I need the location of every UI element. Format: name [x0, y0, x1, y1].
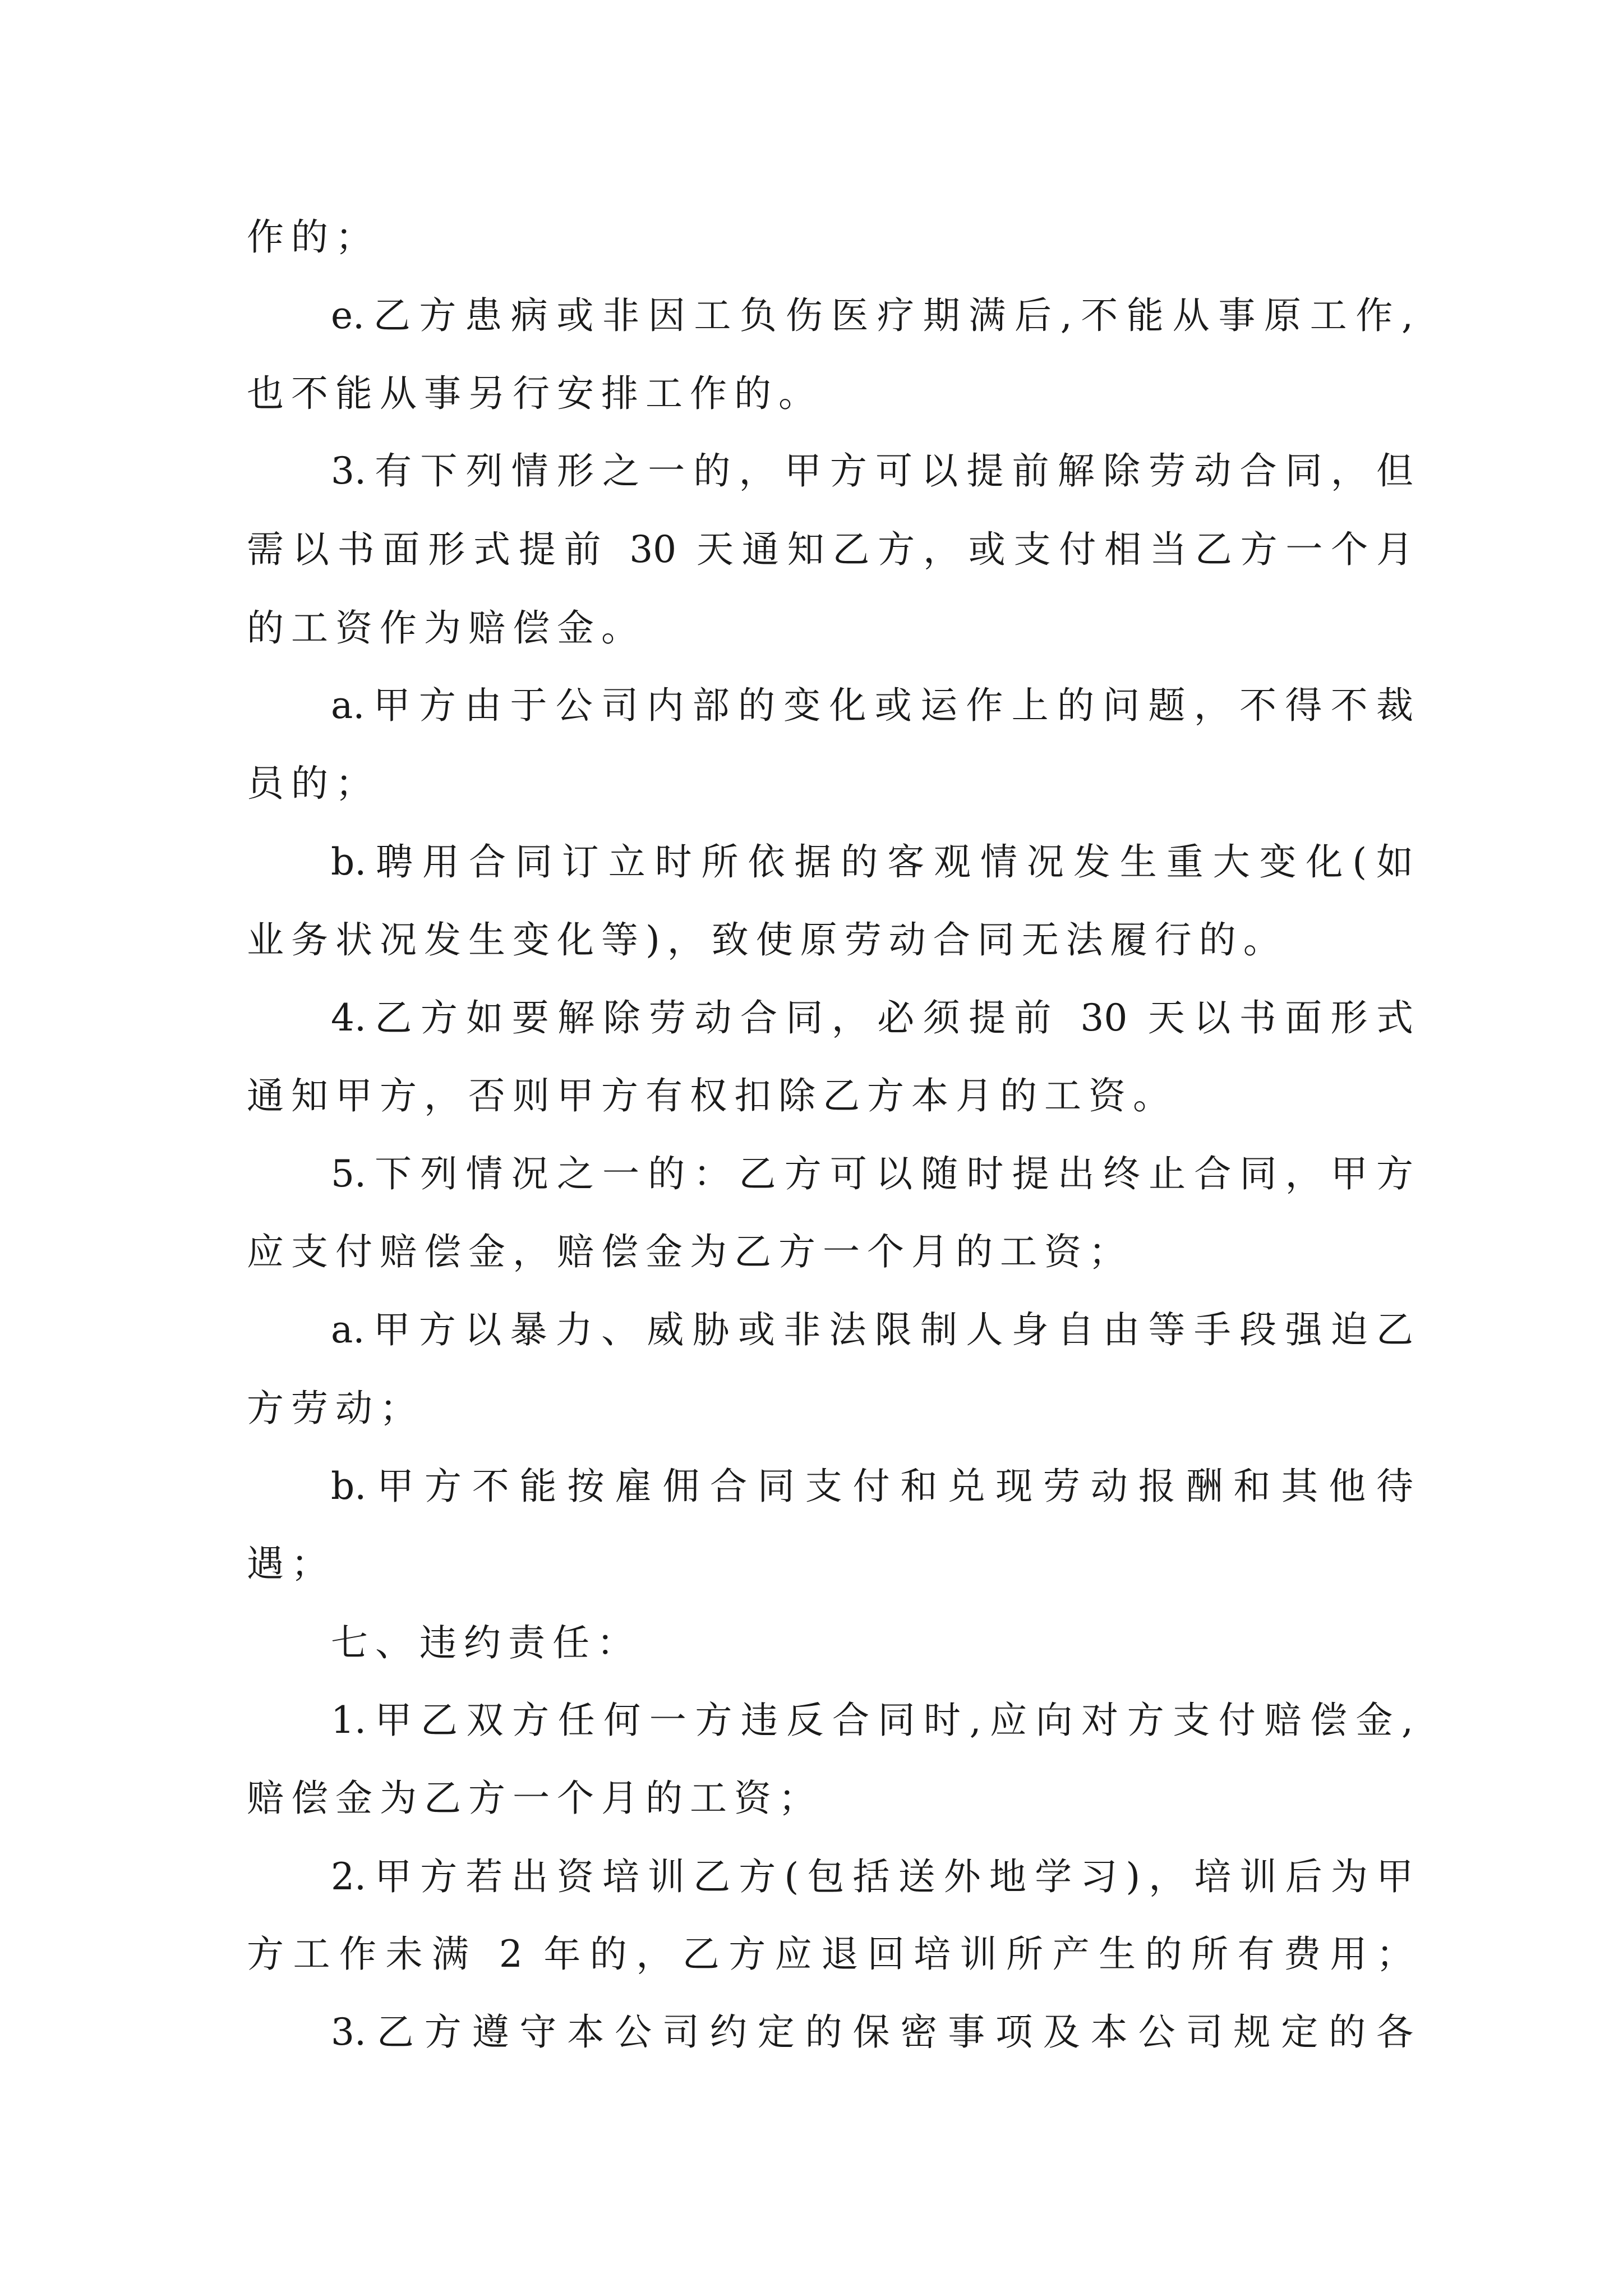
text-line: 方工作未满 2 年的，乙方应退回培训所产生的所有费用；	[247, 1932, 1413, 1976]
text-line: a.甲方以暴力、威胁或非法限制人身自由等手段强迫乙	[331, 1308, 1413, 1351]
text-line: 4.乙方如要解除劳动合同，必须提前 30 天以书面形式	[331, 996, 1413, 1039]
text-line: 通知甲方，否则甲方有权扣除乙方本月的工资。	[247, 1074, 1177, 1117]
text-line: 也不能从事另行安排工作的。	[247, 372, 823, 415]
text-line: b.甲方不能按雇佣合同支付和兑现劳动报酬和其他待	[331, 1465, 1413, 1508]
text-line: a.甲方由于公司内部的变化或运作上的问题，不得不裁	[331, 684, 1413, 727]
text-line: 方劳动；	[247, 1387, 424, 1430]
text-line: 遇；	[247, 1542, 335, 1585]
text-line: 业务状况发生变化等)，致使原劳动合同无法履行的。	[247, 918, 1288, 961]
text-line: 需以书面形式提前 30 天通知乙方，或支付相当乙方一个月	[247, 528, 1413, 571]
text-line: 员的；	[247, 762, 380, 805]
text-line: 5.下列情况之一的：乙方可以随时提出终止合同，甲方	[331, 1152, 1413, 1195]
text-line: 的工资作为赔偿金。	[247, 606, 645, 650]
section-heading: 七、违约责任：	[331, 1621, 641, 1664]
text-line: 2.甲方若出资培训乙方(包括送外地学习)，培训后为甲	[331, 1855, 1413, 1898]
text-line: e.乙方患病或非因工负伤医疗期满后,不能从事原工作,	[331, 294, 1413, 337]
text-line: 赔偿金为乙方一个月的工资；	[247, 1777, 823, 1820]
text-line: b.聘用合同订立时所依据的客观情况发生重大变化(如	[331, 840, 1413, 884]
text-line: 应支付赔偿金，赔偿金为乙方一个月的工资；	[247, 1230, 1133, 1273]
text-line: 3.乙方遵守本公司约定的保密事项及本公司规定的各	[331, 2010, 1413, 2054]
text-line: 1.甲乙双方任何一方违反合同时,应向对方支付赔偿金,	[331, 1699, 1413, 1742]
text-line: 3.有下列情形之一的，甲方可以提前解除劳动合同，但	[331, 449, 1413, 493]
text-line: 作的；	[247, 215, 380, 259]
